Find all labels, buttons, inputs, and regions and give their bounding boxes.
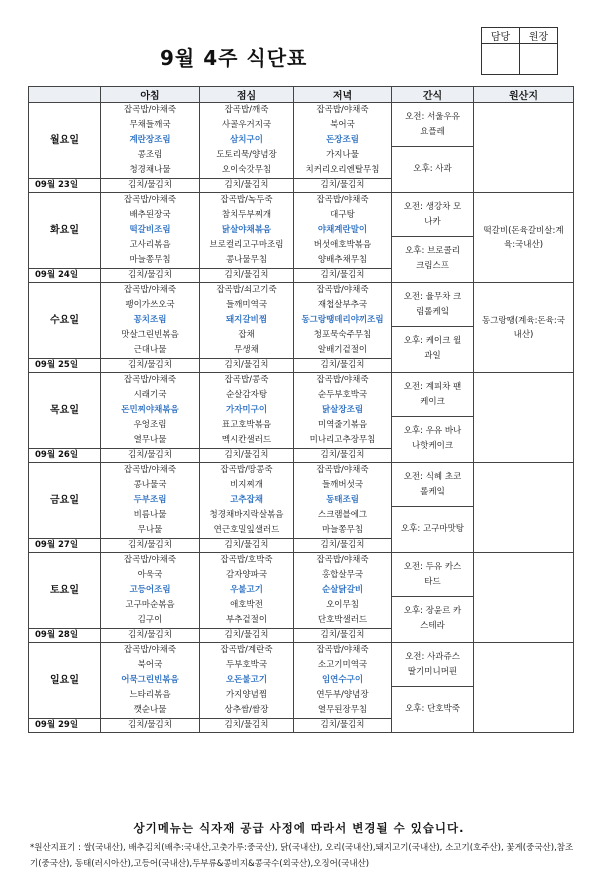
snack-am: 오전: 사과쥬스 딸기미니머핀 bbox=[392, 644, 473, 687]
kimchi-cell: 김치/물김치 bbox=[101, 539, 200, 553]
approval-box bbox=[481, 27, 558, 75]
snack-pm: 오후: 브로콜리 크림스프 bbox=[405, 246, 460, 271]
day-cell bbox=[29, 553, 101, 629]
lunch-item: 순살감자탕 bbox=[225, 390, 268, 400]
date-cell: 09월 25일 bbox=[29, 359, 101, 373]
dinner-item: 순살닭갈비 bbox=[321, 585, 364, 595]
breakfast-item: 계란장조림 bbox=[129, 135, 171, 145]
snack-cell bbox=[392, 103, 474, 193]
snack-cell bbox=[392, 283, 474, 373]
breakfast-item: 무나물 bbox=[137, 525, 163, 535]
breakfast-item: 두부조림 bbox=[133, 495, 167, 505]
day-name: 토요일 bbox=[50, 585, 79, 596]
lunch-item: 닭살야채볶음 bbox=[221, 225, 272, 235]
dinner-item: 잡곡밥/야채죽 bbox=[316, 195, 369, 205]
breakfast-item: 마늘쫑무침 bbox=[129, 255, 171, 265]
dinner-item: 잡곡밥/야채죽 bbox=[316, 105, 369, 115]
snack-cell bbox=[392, 553, 474, 643]
breakfast-item: 비름나물 bbox=[133, 510, 167, 520]
lunch-item: 우불고기 bbox=[230, 585, 263, 595]
day-name: 일요일 bbox=[50, 675, 79, 686]
kimchi-cell: 김치/물김치 bbox=[294, 449, 392, 463]
lunch-item: 잡곡밥/땅콩죽 bbox=[220, 465, 273, 475]
day-cell bbox=[29, 283, 101, 359]
dinner-cell bbox=[294, 193, 392, 269]
dinner-item: 잡곡밥/야채죽 bbox=[316, 555, 369, 565]
dinner-item: 청포묵숙주무침 bbox=[313, 330, 372, 340]
approval-sign-1 bbox=[482, 44, 520, 75]
breakfast-cell bbox=[101, 463, 200, 539]
day-name: 목요일 bbox=[50, 405, 79, 416]
origin-cell-blank bbox=[474, 373, 574, 463]
lunch-item: 잡곡밥/쇠고기죽 bbox=[216, 285, 277, 295]
dinner-item: 잡곡밥/야채죽 bbox=[316, 285, 369, 295]
lunch-cell bbox=[200, 103, 294, 179]
breakfast-item: 우엉조림 bbox=[133, 420, 167, 430]
day-name: 수요일 bbox=[50, 315, 79, 326]
lunch-cell bbox=[200, 553, 294, 629]
breakfast-item: 열무나물 bbox=[133, 435, 167, 445]
breakfast-cell bbox=[101, 553, 200, 629]
kimchi-cell: 김치/물김치 bbox=[200, 179, 294, 193]
snack-pm: 오후: 우유 바나나핫케이크 bbox=[403, 426, 462, 451]
snack-cell bbox=[392, 463, 474, 553]
change-notice: 상기메뉴는 식자재 공급 사정에 따라서 변경될 수 있습니다. bbox=[133, 821, 465, 835]
dinner-item: 잡곡밥/야채죽 bbox=[316, 645, 369, 655]
dinner-item: 마늘쫑무침 bbox=[321, 525, 364, 535]
dinner-item: 닭살장조림 bbox=[321, 405, 364, 415]
day-row bbox=[29, 463, 574, 539]
lunch-item: 돼지갈비찜 bbox=[225, 315, 268, 325]
breakfast-cell bbox=[101, 373, 200, 449]
lunch-item: 들깨미역국 bbox=[225, 300, 268, 310]
breakfast-item: 김구이 bbox=[137, 615, 163, 625]
lunch-item: 멕시칸샐러드 bbox=[221, 435, 272, 445]
breakfast-item: 콩나물국 bbox=[133, 480, 167, 490]
snack-pm: 오후: 사과 bbox=[413, 163, 452, 174]
snack-am: 오전: 두유 카스타드 bbox=[392, 554, 473, 597]
lunch-item: 잡곡밥/깨죽 bbox=[224, 105, 269, 115]
origin-cell-blank bbox=[474, 643, 574, 733]
lunch-cell bbox=[200, 373, 294, 449]
date-cell: 09월 28일 bbox=[29, 629, 101, 643]
breakfast-item: 잡곡밥/야채죽 bbox=[123, 195, 177, 205]
dinner-item: 야채계란말이 bbox=[317, 225, 368, 235]
kimchi-cell: 김치/물김치 bbox=[101, 719, 200, 733]
breakfast-cell bbox=[101, 283, 200, 359]
lunch-item: 부추겉절이 bbox=[225, 615, 268, 625]
lunch-item: 참치두부찌개 bbox=[221, 210, 272, 220]
lunch-item: 애호박전 bbox=[230, 600, 263, 610]
breakfast-item: 팽이가쓰오국 bbox=[125, 300, 175, 310]
header-row bbox=[29, 87, 574, 103]
approval-header-2: 원장 bbox=[520, 28, 558, 44]
lunch-cell bbox=[200, 193, 294, 269]
date-cell: 09월 27일 bbox=[29, 539, 101, 553]
dinner-item: 미역줄기볶음 bbox=[317, 420, 368, 430]
kimchi-cell: 김치/물김치 bbox=[200, 719, 294, 733]
day-cell bbox=[29, 373, 101, 449]
kimchi-cell: 김치/물김치 bbox=[101, 449, 200, 463]
snack-am: 오전: 계피차 팬케이크 bbox=[392, 374, 473, 417]
breakfast-cell bbox=[101, 103, 200, 179]
lunch-item: 잡곡밥/콩죽 bbox=[224, 375, 269, 385]
kimchi-cell: 김치/물김치 bbox=[200, 269, 294, 283]
lunch-item: 무생채 bbox=[234, 345, 259, 355]
lunch-item: 삼치구이 bbox=[230, 135, 263, 145]
kimchi-cell: 김치/물김치 bbox=[101, 179, 200, 193]
dinner-item: 버섯애호박볶음 bbox=[313, 240, 372, 250]
date-cell: 09월 26일 bbox=[29, 449, 101, 463]
date-cell: 09월 29일 bbox=[29, 719, 101, 733]
origin-cell-bottom: 동그랑땡(계육:돈육:국내산) bbox=[474, 283, 574, 373]
header-lunch: 점심 bbox=[200, 87, 294, 103]
approval-header-1: 담당 bbox=[482, 28, 520, 44]
day-cell bbox=[29, 193, 101, 269]
lunch-cell bbox=[200, 283, 294, 359]
breakfast-item: 고등어조림 bbox=[129, 585, 171, 595]
breakfast-item: 잡곡밥/야채죽 bbox=[123, 375, 177, 385]
dinner-item: 동그랑땡데리야끼조림 bbox=[301, 315, 384, 325]
lunch-item: 잡곡밥/녹두죽 bbox=[220, 195, 273, 205]
dinner-item: 연두부/양념장 bbox=[316, 690, 369, 700]
page-title: 9월 4주 식단표 bbox=[160, 46, 308, 70]
lunch-item: 도토리묵/양념장 bbox=[216, 150, 277, 160]
kimchi-cell: 김치/물김치 bbox=[200, 359, 294, 373]
snack-am: 오전: 식혜 초코롤케잌 bbox=[392, 464, 473, 507]
header-origin: 원산지 bbox=[474, 87, 574, 103]
snack-am: 오전: 서울우유 요플레 bbox=[392, 104, 473, 147]
lunch-item: 오돈불고기 bbox=[225, 675, 268, 685]
approval-sign-2 bbox=[520, 44, 558, 75]
kimchi-cell: 김치/물김치 bbox=[294, 719, 392, 733]
day-row bbox=[29, 283, 574, 359]
lunch-item: 연근호밀잎샐러드 bbox=[213, 525, 280, 535]
breakfast-cell bbox=[101, 643, 200, 719]
dinner-item: 스크램블에그 bbox=[317, 510, 368, 520]
snack-am: 오전: 생강차 모나카 bbox=[392, 194, 473, 237]
dinner-cell bbox=[294, 103, 392, 179]
snack-am: 오전: 율무차 크림롤케잌 bbox=[392, 284, 473, 327]
date-cell: 09월 24일 bbox=[29, 269, 101, 283]
header-breakfast: 아침 bbox=[101, 87, 200, 103]
dinner-cell bbox=[294, 463, 392, 539]
day-name: 화요일 bbox=[50, 225, 79, 236]
dinner-item: 들깨버섯국 bbox=[321, 480, 364, 490]
snack-cell bbox=[392, 373, 474, 463]
dinner-item: 가지나물 bbox=[326, 150, 359, 160]
dinner-item: 홍합살무국 bbox=[321, 570, 364, 580]
day-row bbox=[29, 643, 574, 719]
snack-pm: 오후: 케이크 윌 과일 bbox=[403, 336, 462, 361]
breakfast-cell bbox=[101, 193, 200, 269]
lunch-item: 잡곡밥/호박죽 bbox=[220, 555, 273, 565]
breakfast-item: 근대나물 bbox=[133, 345, 167, 355]
lunch-item: 가지양념찜 bbox=[225, 690, 268, 700]
menu-table bbox=[28, 86, 574, 733]
kimchi-cell: 김치/물김치 bbox=[200, 449, 294, 463]
dinner-item: 오이무침 bbox=[326, 600, 359, 610]
breakfast-item: 느타리볶음 bbox=[129, 690, 171, 700]
dinner-item: 북어국 bbox=[330, 120, 355, 130]
kimchi-cell: 김치/물김치 bbox=[294, 179, 392, 193]
breakfast-item: 꽁치조림 bbox=[133, 315, 167, 325]
lunch-item: 두부호박국 bbox=[225, 660, 268, 670]
day-row bbox=[29, 103, 574, 179]
breakfast-item: 청경채나물 bbox=[129, 165, 171, 175]
day-cell bbox=[29, 463, 101, 539]
kimchi-cell: 김치/물김치 bbox=[200, 539, 294, 553]
dinner-item: 소고기미역국 bbox=[317, 660, 368, 670]
day-cell bbox=[29, 643, 101, 719]
lunch-item: 고추잡채 bbox=[230, 495, 263, 505]
lunch-item: 청경채바지락살볶음 bbox=[209, 510, 284, 520]
origin-cell-blank bbox=[474, 553, 574, 643]
snack-pm: 오후: 고구마맛탕 bbox=[400, 523, 465, 534]
snack-cell bbox=[392, 193, 474, 283]
day-row bbox=[29, 553, 574, 629]
day-row bbox=[29, 193, 574, 269]
snack-pm: 오후: 단호박죽 bbox=[405, 703, 460, 714]
breakfast-item: 깻순나물 bbox=[133, 705, 167, 715]
dinner-item: 미나리고추장무침 bbox=[309, 435, 376, 445]
kimchi-cell: 김치/물김치 bbox=[101, 629, 200, 643]
kimchi-cell: 김치/물김치 bbox=[294, 359, 392, 373]
header-day bbox=[29, 87, 101, 103]
origin-cell-blank bbox=[474, 463, 574, 553]
breakfast-item: 콩조림 bbox=[137, 150, 163, 160]
breakfast-item: 잡곡밥/야채죽 bbox=[123, 555, 177, 565]
header-dinner: 저녁 bbox=[294, 87, 392, 103]
kimchi-cell: 김치/물김치 bbox=[294, 629, 392, 643]
dinner-cell bbox=[294, 643, 392, 719]
breakfast-item: 아욱국 bbox=[137, 570, 163, 580]
lunch-item: 가자미구이 bbox=[225, 405, 268, 415]
lunch-item: 감자양파국 bbox=[225, 570, 268, 580]
dinner-item: 재첩살부추국 bbox=[317, 300, 368, 310]
breakfast-item: 배추된장국 bbox=[129, 210, 171, 220]
dinner-item: 대구탕 bbox=[330, 210, 355, 220]
dinner-item: 열무된장무침 bbox=[317, 705, 368, 715]
dinner-item: 동태조림 bbox=[326, 495, 359, 505]
lunch-item: 브로컬리고구마조림 bbox=[209, 240, 284, 250]
day-cell bbox=[29, 103, 101, 179]
breakfast-item: 잡곡밥/야채죽 bbox=[123, 645, 177, 655]
dinner-item: 치커리오리엔탈무침 bbox=[305, 165, 380, 175]
breakfast-item: 떡갈비조림 bbox=[129, 225, 171, 235]
dinner-item: 순두부호박국 bbox=[317, 390, 368, 400]
origin-note: *원산지표기 : 쌀(국내산), 배추김치(배추:국내산,고춧가루:중국산), 닭(국내산), 오리(국내산),돼지고기(국내산), 소고기(호주산), 꽃게(중국산),참조기(중국산), 동태(러시아산),고등어(국내산),두부류&콩비지&콩국수(외국산),오징어(국내산) bbox=[30, 843, 574, 869]
dinner-item: 잡곡밥/야채죽 bbox=[316, 465, 369, 475]
snack-cell bbox=[392, 643, 474, 733]
lunch-cell bbox=[200, 463, 294, 539]
origin-cell-blank bbox=[474, 103, 574, 193]
dinner-cell bbox=[294, 283, 392, 359]
snack-pm: 오후: 장윤르 카스테라 bbox=[403, 606, 462, 631]
kimchi-cell: 김치/물김치 bbox=[294, 269, 392, 283]
breakfast-item: 잡곡밥/야채죽 bbox=[123, 465, 177, 475]
kimchi-cell: 김치/물김치 bbox=[200, 629, 294, 643]
dinner-item: 단호박샐러드 bbox=[317, 615, 368, 625]
dinner-item: 잡곡밥/야채죽 bbox=[316, 375, 369, 385]
date-cell: 09월 23일 bbox=[29, 179, 101, 193]
breakfast-item: 고구마순볶음 bbox=[125, 600, 175, 610]
kimchi-cell: 김치/물김치 bbox=[101, 359, 200, 373]
lunch-item: 잡채 bbox=[238, 330, 255, 340]
breakfast-item: 시래기국 bbox=[133, 390, 167, 400]
dinner-cell bbox=[294, 553, 392, 629]
breakfast-item: 어묵그린빈볶음 bbox=[121, 675, 179, 685]
breakfast-item: 북어국 bbox=[137, 660, 163, 670]
dinner-item: 알배기겉절이 bbox=[317, 345, 368, 355]
day-name: 월요일 bbox=[50, 135, 79, 146]
lunch-item: 비지찌개 bbox=[230, 480, 263, 490]
lunch-item: 상추쌈/쌈장 bbox=[224, 705, 269, 715]
breakfast-item: 무채들깨국 bbox=[129, 120, 171, 130]
lunch-item: 표고호박볶음 bbox=[221, 420, 272, 430]
breakfast-item: 잡곡밥/야채죽 bbox=[123, 285, 177, 295]
breakfast-item: 맛살그린빈볶음 bbox=[121, 330, 179, 340]
breakfast-item: 고사리볶음 bbox=[129, 240, 171, 250]
dinner-item: 임연수구이 bbox=[321, 675, 364, 685]
breakfast-item: 잡곡밥/야채죽 bbox=[123, 105, 177, 115]
lunch-cell bbox=[200, 643, 294, 719]
dinner-cell bbox=[294, 373, 392, 449]
day-name: 금요일 bbox=[50, 495, 79, 506]
origin-cell-top: 떡갈비(돈육갈비살:계육:국내산) bbox=[474, 193, 574, 283]
kimchi-cell: 김치/물김치 bbox=[294, 539, 392, 553]
lunch-item: 오이숙갓무침 bbox=[221, 165, 272, 175]
header-snack: 간식 bbox=[392, 87, 474, 103]
lunch-item: 사골우거지국 bbox=[221, 120, 272, 130]
day-row bbox=[29, 373, 574, 449]
lunch-item: 콩나물무침 bbox=[225, 255, 268, 265]
lunch-item: 잡곡밥/계란죽 bbox=[220, 645, 273, 655]
breakfast-item: 돈민찌야채볶음 bbox=[121, 405, 179, 415]
kimchi-cell: 김치/물김치 bbox=[101, 269, 200, 283]
dinner-item: 돈장조림 bbox=[326, 135, 359, 145]
dinner-item: 양배추채무침 bbox=[317, 255, 368, 265]
